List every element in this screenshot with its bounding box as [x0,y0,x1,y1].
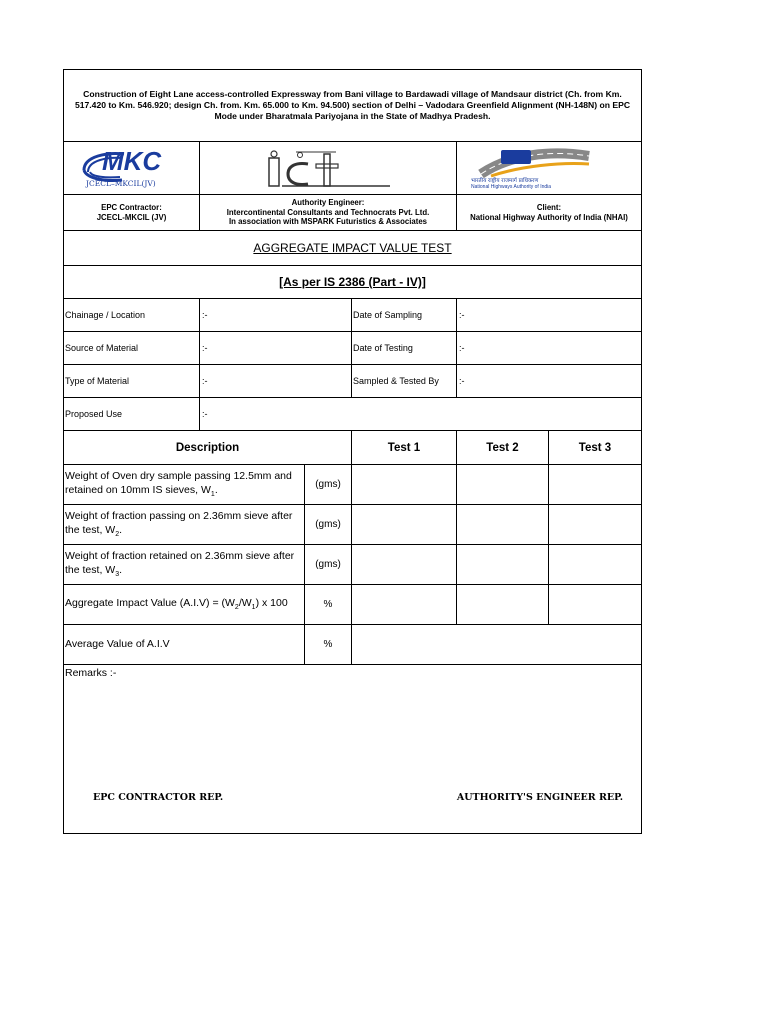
remarks-label: Remarks :- [65,667,117,679]
row-unit: (gms) [305,465,352,504]
type-label: Type of Material [64,365,200,397]
aiv-row [64,585,641,625]
average-label: Average Value of A.I.V [64,625,305,664]
standard-row [64,266,641,299]
nhai-hindi-text: भारतीय राष्ट्रीय राजमार्ग प्राधिकरण [471,178,539,184]
test3-value[interactable] [549,545,641,584]
test2-value[interactable] [457,545,549,584]
row-description: Weight of Oven dry sample passing 12.5mm and retained on 10mm IS sieves, $W_1$. [64,465,305,504]
table-row [64,505,641,545]
test1-value[interactable] [352,465,457,504]
chainage-value[interactable]: :- [200,299,352,331]
mkc-logo-text: MKC [102,146,162,176]
test-standard: [As per IS 2386 (Part - IV)] [279,275,426,289]
row-description: Weight of fraction passing on 2.36mm sieve after the test, $W_2$. [64,505,305,544]
table-row [64,545,641,585]
contractor-label: EPC Contractor: [101,202,162,212]
aiv-unit: % [305,585,352,624]
test1-value[interactable] [352,545,457,584]
header-description: Description [64,431,352,464]
date-sampling-value[interactable]: :- [459,310,465,320]
average-unit: % [305,625,352,664]
header-test2: Test 2 [457,431,549,464]
ict-logo-cell [200,142,457,194]
test3-value[interactable] [549,465,641,504]
source-label: Source of Material [64,332,200,364]
client-name: National Highway Authority of India (NHAI) [470,212,628,222]
test-form-sheet [63,69,642,834]
ict-logo [266,150,396,190]
info-row-use [64,398,641,431]
type-value[interactable]: :- [200,365,352,397]
test2-value[interactable] [457,465,549,504]
test1-value[interactable] [352,505,457,544]
chainage-label: Chainage / Location [64,299,200,331]
date-testing-value[interactable]: :- [459,343,465,353]
row-description: Weight of fraction retained on 2.36mm sieve after the test, $W_3$. [64,545,305,584]
header-test1: Test 1 [352,431,457,464]
engineer-cell [200,195,457,230]
client-label: Client: [536,202,562,212]
aiv-formula: Aggregate Impact Value $(A.I.V) = (W_2/W_1)$ x 100 [64,585,305,624]
info-row-type [64,365,641,398]
project-title: Construction of Eight Lane access-controlled Expressway from Bani village to Bardawadi village of Mandsaur district (Ch. from Km. 517.420 to Km. 546.920; design Ch. from. Km. 65.000 to Km. 94.500) section of Delhi – Vadodara Greenfield Alignment (NH-148N) on EPC Mode under Bharatmala Pariyojana in the State of Madhya Pradesh. [74,88,631,122]
aiv-test2-value[interactable] [457,585,549,624]
authority-engineer-signature: AUTHORITY'S ENGINEER REP. [456,792,623,803]
source-value[interactable]: :- [200,332,352,364]
project-title-row [64,70,641,142]
engineer-association: In association with MSPARK Futuristics & Associates [229,217,427,227]
test-title: AGGREGATE IMPACT VALUE TEST [253,241,452,255]
sampled-by-label: Sampled & Tested By [352,365,457,397]
row-unit: (gms) [305,505,352,544]
header-test3: Test 3 [578,441,612,454]
date-testing-label: Date of Testing [352,332,457,364]
client-cell [457,195,641,230]
epc-contractor-signature: EPC CONTRACTOR REP. [93,792,224,803]
logos-row [64,142,641,195]
contractor-name: JCECL-MKCIL (JV) [96,212,167,222]
date-sampling-label: Date of Sampling [352,299,457,331]
aiv-test3-value[interactable] [549,585,641,624]
proposed-use-value[interactable]: :- [202,409,208,419]
nhai-english-text: National Highways Authority of India [471,184,552,190]
engineer-name: Intercontinental Consultants and Technocrats Pvt. Ltd. [226,207,430,217]
sampled-by-value[interactable]: :- [459,376,465,386]
info-row-source [64,332,641,365]
row-unit: (gms) [305,545,352,584]
nhai-logo [471,144,591,180]
mkc-logo-cell [64,142,200,194]
test3-value[interactable] [549,505,641,544]
test-title-row [64,231,641,266]
nhai-logo-cell [457,142,641,194]
table-row [64,465,641,505]
mkc-logo-subtext: JCECL–MKCIL(JV) [86,179,156,188]
test2-value[interactable] [457,505,549,544]
engineer-label: Authority Engineer: [291,197,365,207]
proposed-use-label: Proposed Use [64,398,200,430]
parties-row [64,195,641,231]
average-row [64,625,641,665]
contractor-cell [64,195,200,230]
info-row-chainage [64,299,641,332]
aiv-test1-value[interactable] [352,585,457,624]
results-header-row [64,431,641,465]
average-value[interactable] [352,625,641,664]
